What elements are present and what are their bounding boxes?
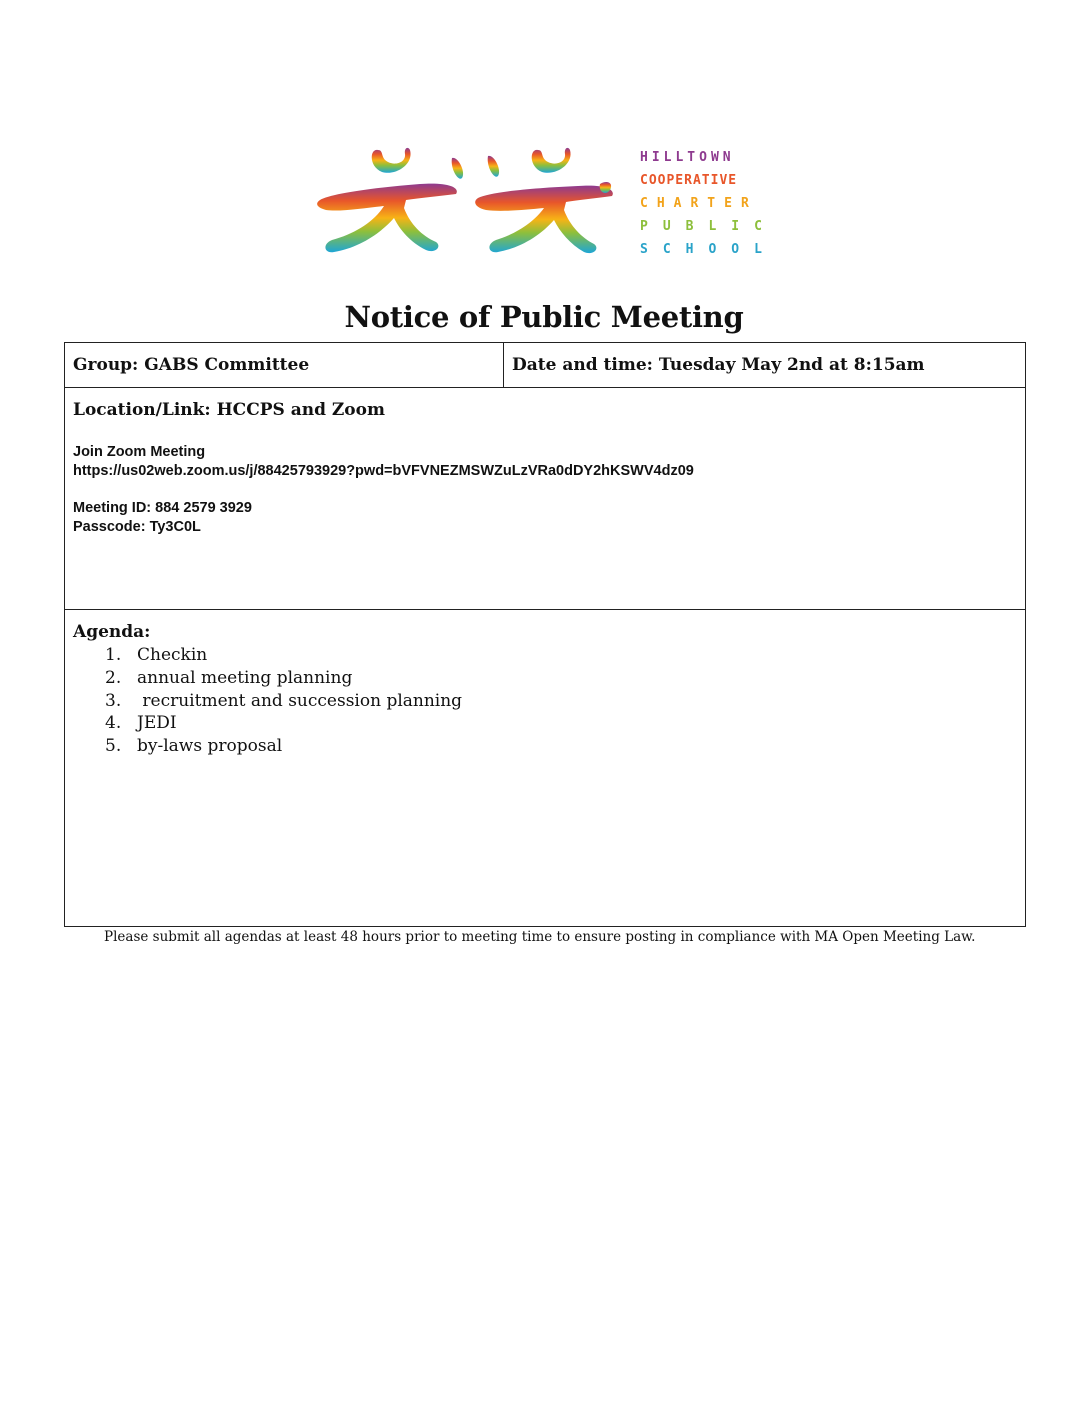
logo-wordmark bbox=[640, 146, 777, 261]
list-item bbox=[105, 735, 462, 758]
item-number: 2. bbox=[105, 667, 122, 688]
header-row bbox=[65, 343, 1025, 388]
group-cell bbox=[65, 343, 504, 387]
logo-line-hilltown: HILLTOWN bbox=[640, 150, 735, 165]
list-item bbox=[105, 712, 462, 735]
item-text: by-laws proposal bbox=[137, 736, 283, 757]
item-number: 3. bbox=[105, 690, 122, 711]
list-item bbox=[105, 667, 462, 690]
passcode: Passcode: Ty3C0L bbox=[73, 519, 201, 535]
list-item bbox=[105, 644, 462, 667]
zoom-details bbox=[73, 443, 694, 537]
list-item bbox=[105, 690, 462, 713]
item-text: JEDI bbox=[137, 713, 177, 734]
location-label: Location/Link: HCCPS and Zoom bbox=[73, 400, 385, 420]
footer-note: Please submit all agendas at least 48 hours prior to meeting time to ensure posting in compliance with MA Open Meeting Law. bbox=[104, 929, 976, 945]
date-label: Date and time: Tuesday May 2nd at 8:15am bbox=[512, 355, 925, 375]
logo-line-school: SCHOOL bbox=[640, 242, 777, 257]
logo-line-cooperative: COOPERATIVE bbox=[640, 173, 738, 188]
zoom-link[interactable]: https://us02web.zoom.us/j/88425793929?pwd=bVFVNEZMSWZuLzVRa0dDY2hKSWV4dz09 bbox=[73, 463, 694, 479]
logo-line-public: PUBLIC bbox=[640, 219, 777, 234]
location-row bbox=[65, 388, 1025, 610]
meeting-id: Meeting ID: 884 2579 3929 bbox=[73, 500, 252, 516]
agenda-row bbox=[65, 610, 1025, 926]
item-number: 5. bbox=[105, 736, 122, 757]
item-text: Checkin bbox=[137, 645, 208, 665]
item-number: 4. bbox=[105, 713, 122, 734]
date-cell bbox=[504, 343, 1025, 387]
notice-table bbox=[64, 342, 1026, 927]
agenda-label: Agenda: bbox=[73, 622, 151, 642]
school-logo bbox=[310, 138, 780, 268]
item-text: recruitment and succession planning bbox=[137, 690, 463, 711]
item-text: annual meeting planning bbox=[137, 667, 353, 688]
zoom-heading: Join Zoom Meeting bbox=[73, 444, 206, 460]
agenda-list bbox=[105, 644, 462, 758]
group-label: Group: GABS Committee bbox=[73, 355, 310, 375]
item-number: 1. bbox=[105, 645, 122, 665]
page-title: Notice of Public Meeting bbox=[344, 300, 744, 334]
logo-line-charter: CHARTER bbox=[640, 196, 758, 211]
